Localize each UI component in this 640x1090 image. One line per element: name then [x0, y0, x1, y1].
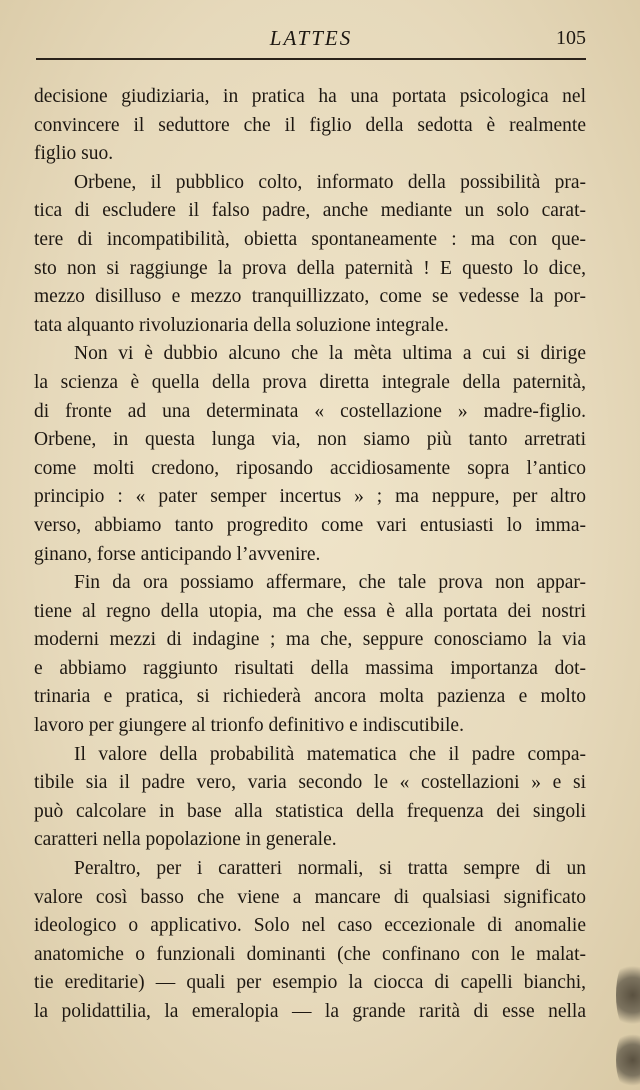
text-line: figlio suo.: [34, 143, 114, 165]
text-line: Non vi è dubbio alcuno che la mèta ultima a cui si dirige: [74, 343, 586, 365]
text-line: tiene al regno della utopia, ma che essa è alla portata dei nostri: [34, 600, 586, 622]
text-line: Il valore della probabilità matematica che il padre compa-: [74, 743, 586, 765]
text-line: la polidattilia, la emeralopia — la grande rarità di esse nella: [34, 1001, 586, 1022]
body-text: [34, 83, 586, 1027]
text-line: lavoro per giungere al trionfo definitivo e indiscutibile.: [34, 715, 464, 737]
text-line: ideologico o applicativo. Solo nel caso eccezionale di anomalie: [34, 915, 586, 937]
text-line: Orbene, in questa lunga via, non siamo più tanto arretrati: [34, 429, 586, 451]
running-title: LATTES: [269, 26, 353, 50]
text-line: verso, abbiamo tanto progredito come vari entusiasti lo imma-: [34, 514, 586, 536]
text-line: di fronte ad una determinata « costellazione » madre-figlio.: [34, 400, 586, 422]
page-header: [36, 26, 586, 62]
text-line: caratteri nella popolazione in generale.: [34, 829, 337, 851]
text-line: convincere il seduttore che il figlio della sedotta è realmente: [34, 114, 586, 136]
text-line: la scienza è quella della prova diretta integrale della paternità,: [34, 371, 586, 393]
header-rule: [36, 58, 586, 60]
text-line: Peraltro, per i caratteri normali, si tratta sempre di un: [74, 858, 586, 880]
text-line: tica di escludere il falso padre, anche mediante un solo carat-: [34, 200, 586, 222]
text-line: tie ereditarie) — quali per esempio la ciocca di capelli bianchi,: [34, 972, 586, 994]
text-line: come molti credono, riposando accidiosamente sopra l’antico: [34, 457, 586, 479]
text-line: tere di incompatibilità, obietta spontaneamente : ma con que-: [34, 228, 586, 250]
text-line: mezzo disilluso e mezzo tranquillizzato, come se vedesse la por-: [34, 286, 586, 308]
text-line: Fin da ora possiamo affermare, che tale prova non appar-: [74, 572, 586, 594]
paper-stain: [616, 960, 640, 1030]
page-number: 105: [556, 27, 586, 49]
text-line: Orbene, il pubblico colto, informato della possibilità pra-: [74, 171, 586, 193]
text-line: decisione giudiziaria, in pratica ha una portata psicologica nel: [34, 86, 586, 107]
text-line: principio : « pater semper incertus » ; ma neppure, per altro: [34, 486, 586, 508]
paper-stain: [616, 1030, 640, 1090]
text-line: tata alquanto rivoluzionaria della soluzione integrale.: [34, 314, 449, 336]
text-line: sto non si raggiunge la prova della paternità ! E questo lo dice,: [34, 257, 586, 279]
text-line: valore così basso che viene a mancare di qualsiasi significato: [34, 886, 586, 908]
text-line: trinaria e pratica, si richiederà ancora molta pazienza e molto: [34, 686, 586, 708]
text-line: moderni mezzi di indagine ; ma che, seppure conosciamo la via: [34, 629, 586, 651]
text-line: tibile sia il padre vero, varia secondo le « costellazioni » e si: [34, 772, 586, 794]
text-line: può calcolare in base alla statistica della frequenza dei singoli: [34, 800, 586, 822]
text-line: ginano, forse anticipando l’avvenire.: [34, 543, 321, 565]
text-line: anatomiche o funzionali dominanti (che confinano con le malat-: [34, 943, 586, 965]
text-line: e abbiamo raggiunto risultati della massima importanza dot-: [34, 657, 586, 679]
